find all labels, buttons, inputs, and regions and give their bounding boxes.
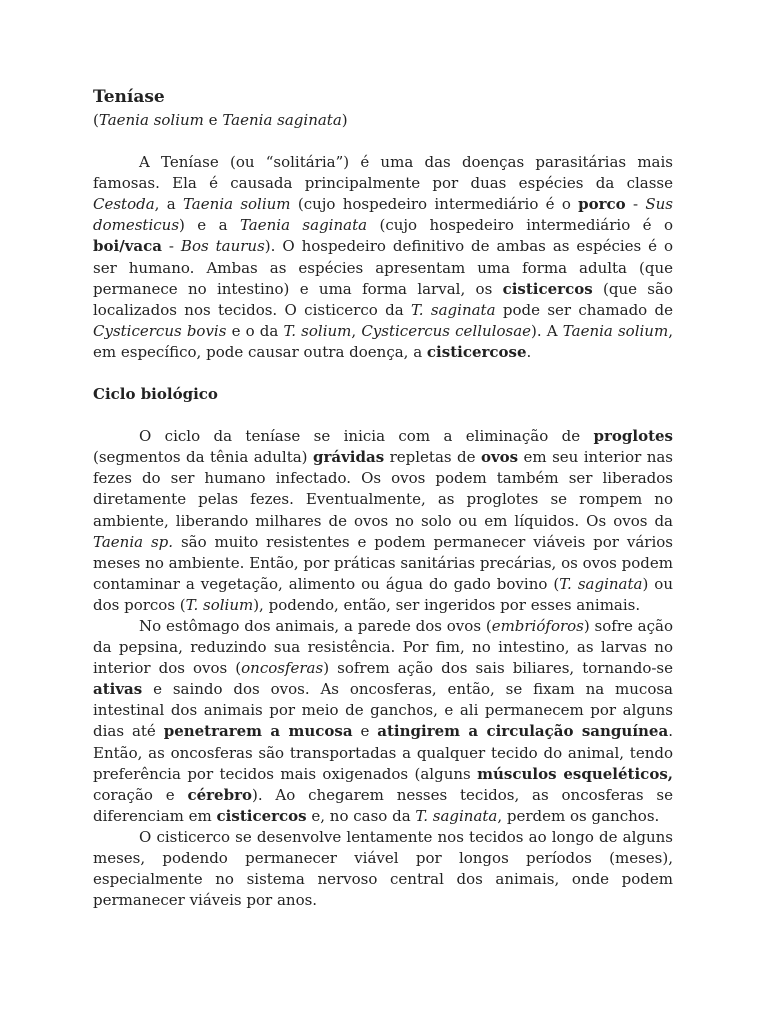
bold-term: cisticercose <box>426 342 527 361</box>
text-run: ) sofre ação da pepsina, reduzindo sua resistência. Por fim, no intestino, as larvas no interior dos ovos ( <box>93 616 673 678</box>
text-run: e <box>352 722 378 741</box>
cycle-paragraph-3 <box>93 827 673 911</box>
text-run: O ciclo da teníase se inicia com a eliminação de <box>139 427 594 446</box>
text-run: em seu interior nas fezes do ser humano infectado. Os ovos podem também ser liberados diretamente pelas fezes. Eventualmente, as proglotes se rompem no ambiente, liberando milhares de ovos no solo ou em líquidos. Os ovos da <box>93 448 674 530</box>
text-run: ). O hospedeiro definitivo de ambas as espécies é o ser humano. Ambas as espécies apresentam uma forma adulta (que permanece no intestino) e uma forma larval, os <box>93 237 674 298</box>
subtitle-species-saginata: Taenia saginata <box>222 111 342 129</box>
text-run: - <box>625 195 646 214</box>
bold-term: cisticercos <box>502 279 593 298</box>
text-run: , <box>351 321 362 340</box>
italic-term: oncosferas <box>241 659 324 678</box>
text-run: e saindo dos ovos. As oncosferas, então, se fixam na mucosa intestinal dos animais por meio de ganchos, e ali permanecem por alguns dias até <box>93 680 673 741</box>
subtitle-species-solium: Taenia solium <box>98 111 204 129</box>
text-run: . <box>526 342 532 361</box>
bold-term: ovos <box>480 448 519 467</box>
italic-term: T. saginata <box>411 300 496 319</box>
intro-paragraph <box>93 152 673 363</box>
text-run: e o da <box>226 321 284 340</box>
bold-term: atingirem a circulação sanguínea <box>377 722 669 741</box>
text-run: repletas de <box>384 448 481 467</box>
text-run: (que são localizados nos tecidos. O cisticerco da <box>93 279 673 319</box>
italic-term: T. solium <box>185 595 254 614</box>
italic-term: Bos taurus <box>180 237 265 256</box>
italic-term: Taenia solium <box>182 195 291 214</box>
italic-term: Cestoda <box>93 195 155 214</box>
bold-term: cisticercos <box>216 806 307 825</box>
text-run: , perdem os ganchos. <box>497 806 660 825</box>
text-run: (segmentos da tênia adulta) <box>93 448 313 467</box>
italic-term: Taenia solium <box>562 321 669 340</box>
bold-term: ativas <box>93 680 143 699</box>
text-run: coração e <box>93 785 188 804</box>
text-run: . Então, as oncosferas são transportadas a qualquer tecido do animal, tendo preferência por tecidos mais oxigenados (alguns <box>93 722 673 783</box>
bold-term: grávidas <box>312 448 385 467</box>
text-run: No estômago dos animais, a parede dos ovos ( <box>139 616 492 635</box>
text-run: O cisticerco se desenvolve lentamente nos tecidos ao longo de alguns meses, podendo permanecer viável por longos períodos (meses), especialmente no sistema nervoso central dos animais, onde podem permanecer viáveis por anos. <box>93 827 673 910</box>
subtitle-close: ) <box>341 111 348 129</box>
italic-term: Cysticercus bovis <box>93 321 227 340</box>
text-run: ), podendo, então, ser ingeridos por esses animais. <box>253 595 641 614</box>
italic-term: Taenia saginata <box>239 216 368 235</box>
document-page <box>93 84 673 911</box>
text-run: ) ou dos porcos ( <box>93 574 674 614</box>
document-title: Teníase <box>93 87 165 107</box>
text-run: (cujo hospedeiro intermediário é o <box>367 216 673 235</box>
italic-term: embrióforos <box>491 616 584 635</box>
italic-term: T. solium <box>283 321 352 340</box>
cycle-paragraph-1 <box>93 426 673 616</box>
text-run: e, no caso da <box>306 806 416 825</box>
text-run: pode ser chamado de <box>495 300 674 319</box>
bold-term: penetrarem a mucosa <box>163 722 353 741</box>
section-heading-cycle: Ciclo biológico <box>93 385 218 404</box>
italic-term: Cysticercus cellulosae <box>361 321 532 340</box>
text-run: ) e a <box>179 216 240 235</box>
italic-term: Sus domesticus <box>93 195 674 235</box>
text-run: ) sofrem ação dos sais biliares, tornando-se <box>323 659 673 678</box>
text-run: são muito resistentes e podem permanecer viáveis por vários meses no ambiente. Então, por práticas sanitárias precárias, os ovos podem contaminar a vegetação, alimento ou água do gado bovino ( <box>93 532 673 593</box>
italic-term: T. saginata <box>559 574 643 593</box>
cycle-paragraph-2 <box>93 616 673 827</box>
italic-term: T. saginata <box>415 806 498 825</box>
subtitle-conjunction: e <box>203 111 223 129</box>
spacer <box>93 131 673 152</box>
text-run: , a <box>154 195 183 214</box>
text-run: A Teníase (ou “solitária”) é uma das doenças parasitárias mais famosas. Ela é causada principalmente por duas espécies da classe <box>93 153 673 193</box>
bold-term: proglotes <box>593 427 673 446</box>
text-run: ). A <box>531 321 563 340</box>
bold-term: boi/vaca <box>93 237 162 256</box>
bold-term: cérebro <box>187 785 252 804</box>
italic-term: Taenia sp. <box>93 532 174 551</box>
document-subtitle <box>93 110 673 131</box>
bold-term: músculos esqueléticos, <box>477 764 673 783</box>
bold-term: porco <box>578 195 626 214</box>
spacer <box>93 405 673 426</box>
text-run: ). Ao chegarem nesses tecidos, as oncosferas se diferenciam em <box>93 785 673 825</box>
text-run: (cujo hospedeiro intermediário é o <box>290 195 579 214</box>
spacer <box>93 363 673 384</box>
text-run: - <box>161 237 181 256</box>
subtitle-open: ( <box>93 111 99 129</box>
text-run: , em específico, pode causar outra doença, a <box>93 321 673 361</box>
